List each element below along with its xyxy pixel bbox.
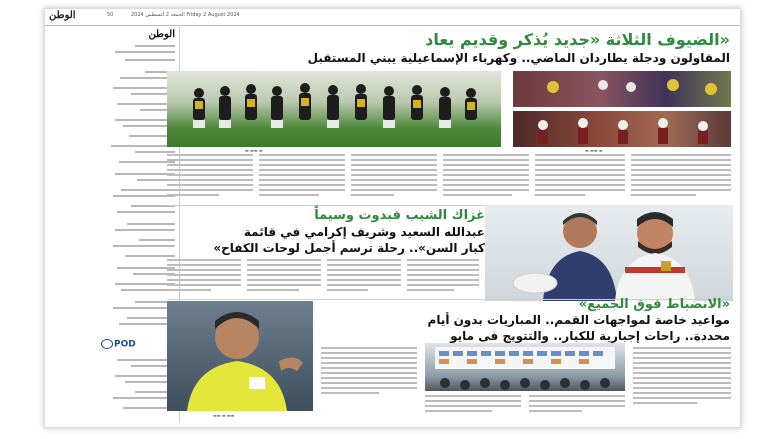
pod-icon [101, 339, 113, 349]
story1-body-col2 [259, 154, 345, 199]
masthead-logo: الوطن [49, 10, 76, 21]
story3-body-col1 [321, 347, 417, 397]
referee-photo [167, 301, 313, 411]
referee-figure [167, 301, 313, 411]
players-photo [485, 205, 733, 301]
story1-body-col1 [167, 154, 253, 199]
newspaper-page: الوطن 50 الجمعة 2 أغسطس 2024 Friday 2 August 2024 الوطن POD الضيوف الثلاثة «جديد يُذكر وقديم يعاد» المقاولون ودجلة يطاردان الماضي.. وكهرباء الإسماعيلية يبني المستقبل ▬ ▬▬ ▬ ▬ ▬▬ ▬ غزاك الشيب فبدوت وسيماً عبدالله السعيد وشريف إكرامي في قائمة «كبار السن».. رحلة ترسم أجمل لوحات الكفاح «الانضباط فوق الجميع» مواعيد خاصة لمواجهات القمم.. المباريات بدون أيام محددة.. راحات إجبارية للكبار.. والتتويج فى مايو ▬▬ ▬ ▬▬ [44, 8, 741, 428]
story2-kicker: غزاك الشيب فبدوت وسيماً [314, 208, 485, 223]
story3-body-col3 [529, 395, 625, 415]
story2-body-col3 [327, 259, 401, 294]
masthead [45, 9, 740, 26]
issue-number: 50 [107, 12, 114, 18]
team-photo [167, 71, 501, 147]
pod-logo: POD [101, 339, 136, 350]
story2-headline-line1: عبدالله السعيد وشريف إكرامي في قائمة [243, 225, 485, 239]
story1-body-col6 [631, 154, 731, 199]
story1-kicker: الضيوف الثلاثة «جديد يُذكر وقديم يعاد» [425, 30, 730, 49]
story2-body-col1 [167, 259, 241, 294]
story2-headline-line2: «كبار السن».. رحلة ترسم أجمل لوحات الكفاح [213, 241, 485, 255]
date-line: الجمعة 2 أغسطس 2024 Friday 2 August 2024 [131, 12, 240, 18]
story3-kicker: «الانضباط فوق الجميع» [578, 297, 730, 312]
story3-headline-line2: محددة.. راحات إجبارية للكبار.. والتتويج فى مايو [450, 329, 730, 343]
players-figures [485, 205, 733, 301]
schedule-board [425, 343, 625, 391]
match-photo-top [513, 71, 731, 107]
match-photo-bottom [513, 111, 731, 147]
story3-headline-line1: مواعيد خاصة لمواجهات القمم.. المباريات بدون أيام [427, 313, 730, 327]
match-figures-top [513, 71, 731, 107]
story2-body-col2 [247, 259, 321, 294]
story1-body-col4 [443, 154, 529, 199]
story3-body-col4 [633, 347, 731, 407]
sidebar-title: الوطن [148, 29, 175, 40]
schedule-photo [425, 343, 625, 391]
match-figures-bottom [513, 111, 731, 147]
story1-headline: المقاولون ودجلة يطاردان الماضي.. وكهرباء الإسماعيلية يبني المستقبل [307, 51, 730, 65]
story2-body-col4 [407, 259, 479, 294]
story3-body-col2 [425, 395, 521, 415]
story1-body-col5 [535, 154, 625, 199]
team-figures [167, 71, 501, 147]
story1-body-col3 [351, 154, 437, 199]
